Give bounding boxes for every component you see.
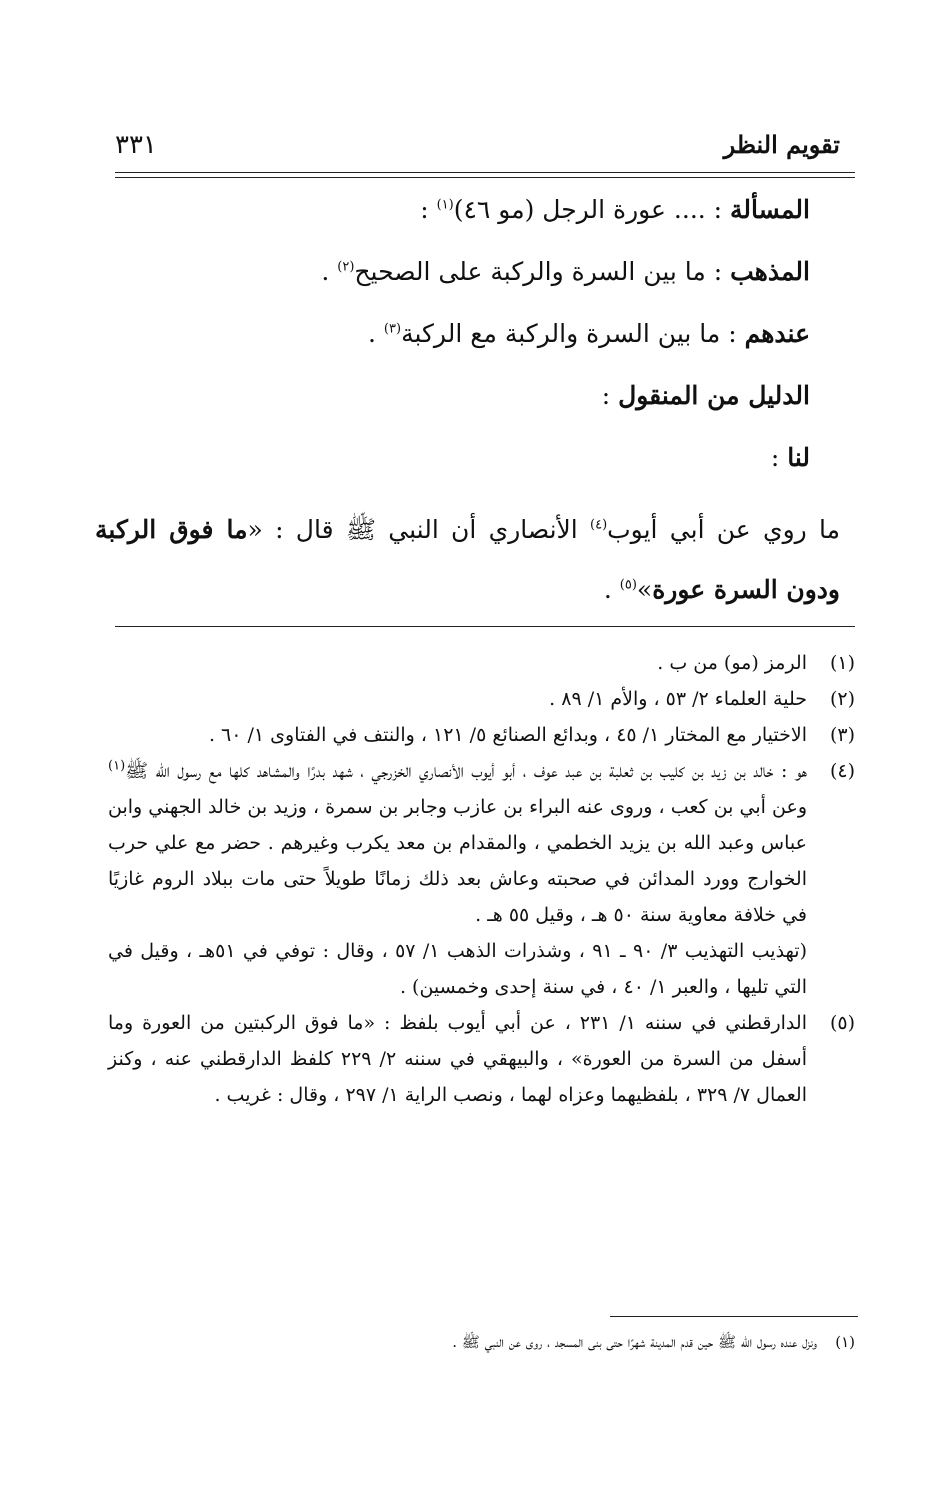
evidence-end: : <box>601 381 619 410</box>
footnote-ref: (١) <box>436 197 454 213</box>
footnote-ref: (١) <box>108 758 126 774</box>
footnotes <box>108 645 855 1113</box>
footnote <box>108 1326 855 1358</box>
opponents-line <box>100 319 810 381</box>
hadith-end: . <box>603 575 620 604</box>
footnote-text-continued: وعن أبي بن كعب ، وروى عنه البراء بن عازب وجابر بن سمرة ، وزيد بن خالد الجهني وابن عباس وعبد الله بن يزيد الخطمي ، والمقدام بن معد يكرب وغيرهم . حضر مع علي حرب الخوارج وورد المدائن في صحبته وعاش بعد ذلك زمانًا طويلاً حتى مات ببلاد الروم غازيًا في خلافة معاوية سنة ٥٠ هـ ، وقيل ٥٥ هـ . <box>108 796 807 926</box>
issue-line <box>100 195 810 257</box>
footnote <box>108 753 855 1005</box>
footnote-sources: (تهذيب التهذيب ٣/ ٩٠ ـ ٩١ ، وشذرات الذهب ١/ ٥٧ ، وقال : توفي في ٥١هـ ، وقيل في التي تليها ، والعبر ١/ ٤٠ ، في سنة إحدى وخمسين) . <box>108 940 807 998</box>
footnote <box>108 681 855 717</box>
footnote <box>108 1005 855 1113</box>
issue-end: : <box>420 195 437 224</box>
footnote-number: (١) <box>835 1333 855 1351</box>
footnote-text: الرمز (مو) من ب . <box>657 652 807 674</box>
footnote-text: الدارقطني في سننه ١/ ٢٣١ ، عن أبي أيوب بلفظ : «ما فوق الركبتين من العورة وما أسفل من السرة من العورة» ، والبيهقي في سننه ٢/ ٢٢٩ كلفظ الدارقطني عنه ، وكنز العمال ٧/ ٣٢٩ ، بلفظيهما وعزاه لهما ، ونصب الراية ١/ ٢٩٧ ، وقال : غريب . <box>108 1012 807 1106</box>
header-rule-secondary <box>115 177 855 178</box>
footnote-text: هو : خالد بن زيد بن كليب بن ثعلبة بن عبد عوف ، أبو أيوب الأنصاري الخزرجي ، شهد بدرًا والمشاهد كلها مع رسول الله ﷺ <box>125 760 807 782</box>
footnote-number: (٥) <box>829 1012 855 1034</box>
footnote-text: حلية العلماء ٢/ ٥٣ ، والأم ١/ ٨٩ . <box>549 688 807 710</box>
issue-label: المسألة <box>730 195 810 224</box>
footnote-number: (٢) <box>829 688 855 710</box>
opponents-text: : ما بين السرة والركبة مع الركبة <box>401 319 745 348</box>
issue-text: : .... عورة الرجل (مو ٤٦) <box>453 195 731 224</box>
header-rule <box>115 172 855 173</box>
footnote-ref: (٣) <box>383 321 402 337</box>
evidence-heading <box>100 381 810 443</box>
sub-footnote <box>108 1326 855 1358</box>
for-us-end: : <box>770 443 788 472</box>
hadith-intro: ما روي عن أبي أيوب <box>607 515 840 544</box>
page-header <box>115 128 840 168</box>
hadith-paragraph <box>95 500 840 620</box>
subnote-rule <box>610 1316 858 1317</box>
school-end: . <box>321 257 338 286</box>
footnote <box>108 717 855 753</box>
opponents-label: عندهم <box>744 319 810 348</box>
footnote <box>108 645 855 681</box>
main-body <box>100 195 810 505</box>
page-number: ٣٣١ <box>115 130 157 160</box>
footnote-text: ونزل عنده رسول الله ﷺ حين قدم المدينة شهرًا حتى بنى المسجد ، روى عن النبي ﷺ . <box>452 1333 817 1351</box>
footnote-ref: (٤) <box>590 517 608 533</box>
footnote-rule <box>115 626 855 627</box>
evidence-label: الدليل من المنقول <box>618 381 810 410</box>
footnote-text: الاختيار مع المختار ١/ ٤٥ ، وبدائع الصنائع ٥/ ١٢١ ، والنتف في الفتاوى ١/ ٦٠ . <box>208 724 807 746</box>
quote-close: » <box>636 575 653 604</box>
opponents-end: . <box>368 319 384 348</box>
for-us-label: لنا <box>787 443 810 472</box>
school-label: المذهب <box>730 257 810 286</box>
hadith-narration: الأنصاري أن النبي ﷺ قال : « <box>247 515 590 544</box>
footnote-number: (١) <box>829 652 855 674</box>
footnote-ref: (٢) <box>337 259 355 275</box>
footnote-number: (٤) <box>829 760 855 782</box>
for-us-heading <box>100 443 810 505</box>
hadith-quote: ما فوق الركبة ودون السرة عورة <box>95 515 840 604</box>
footnote-number: (٣) <box>829 724 855 746</box>
running-title: تقويم النظر <box>723 130 840 159</box>
footnote-ref: (٥) <box>619 577 637 593</box>
school-text: : ما بين السرة والركبة على الصحيح <box>354 257 731 286</box>
school-line <box>100 257 810 319</box>
